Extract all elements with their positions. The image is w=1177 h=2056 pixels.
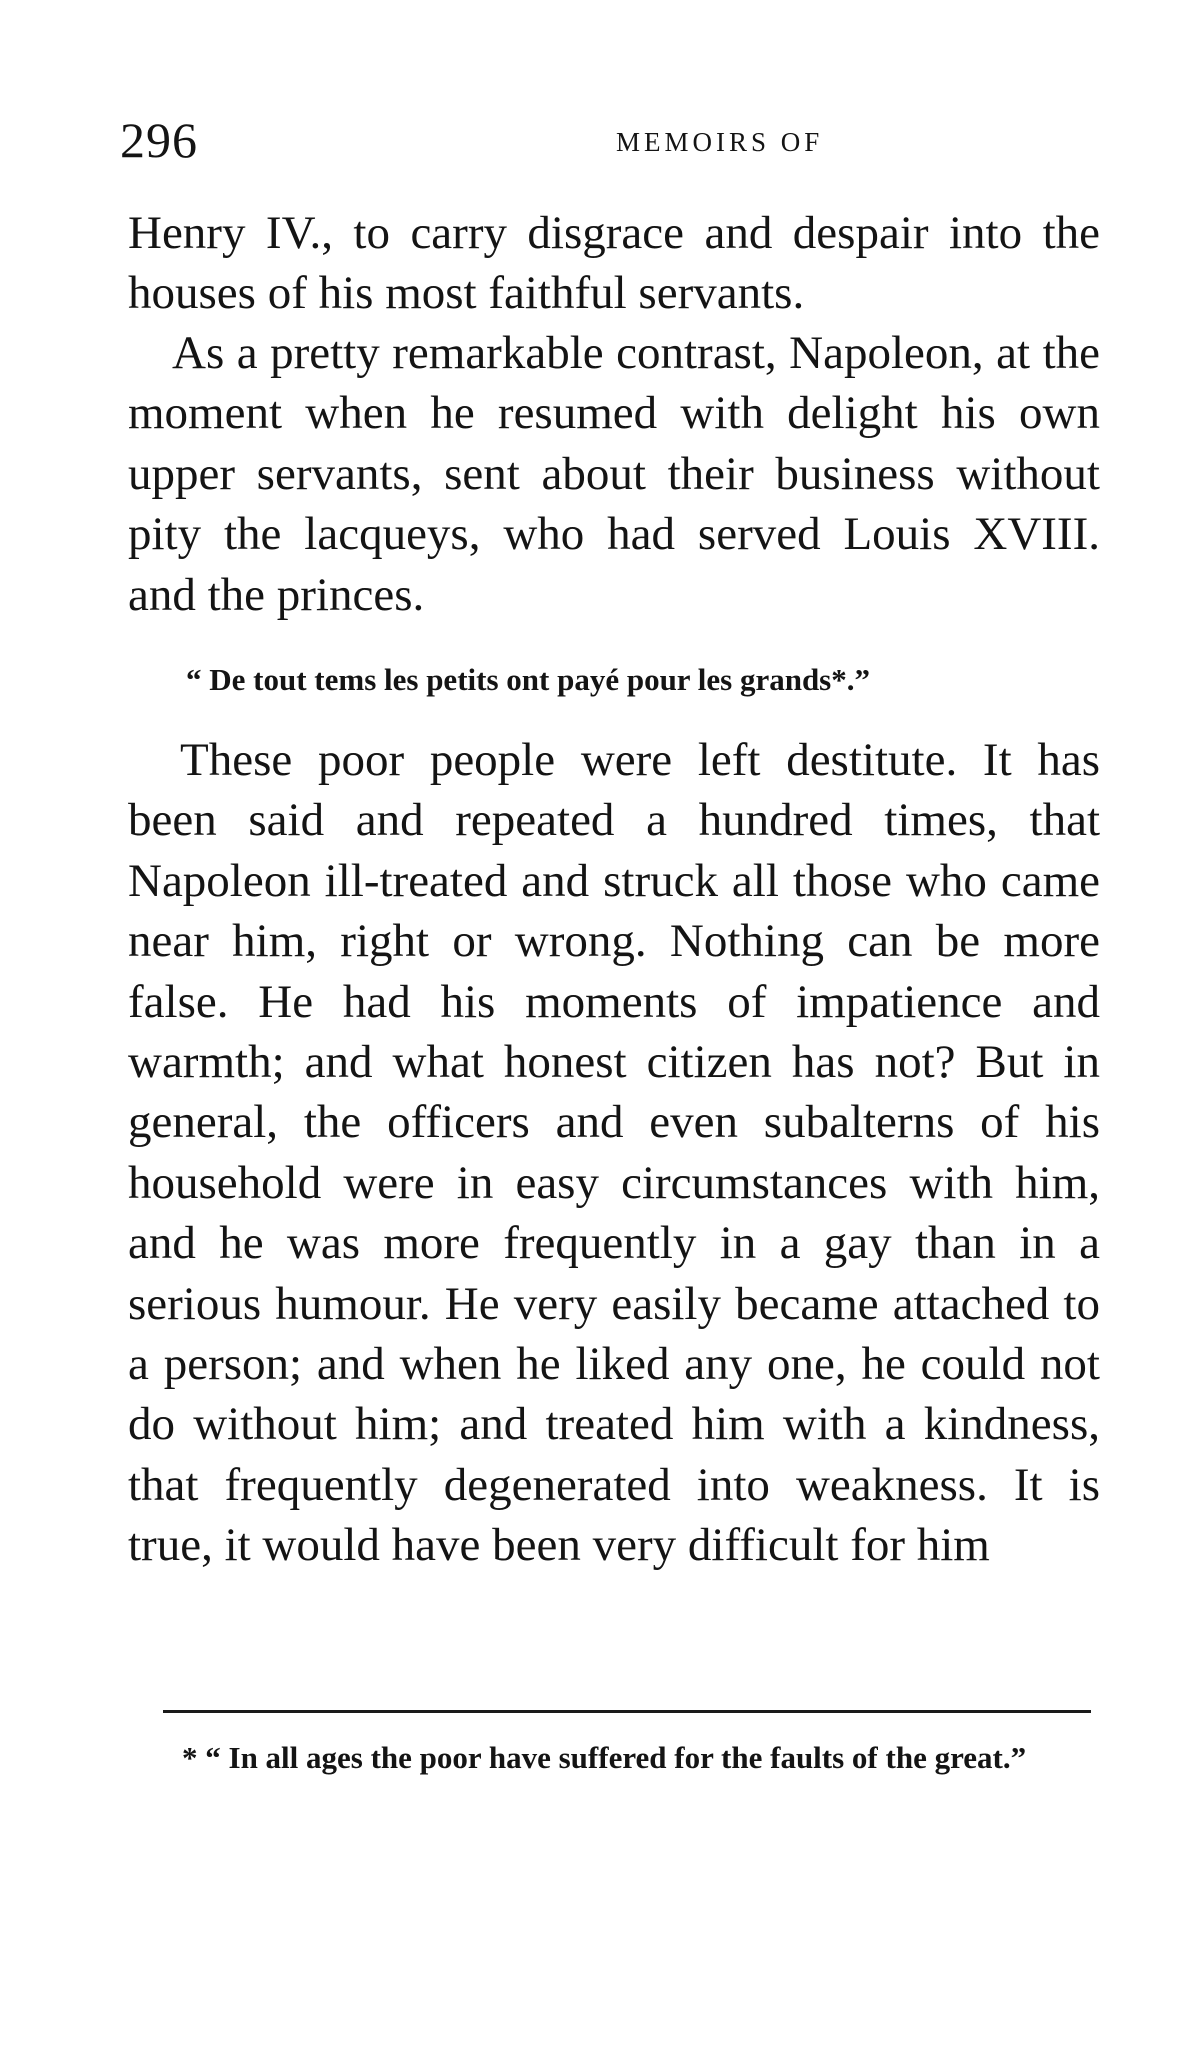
page-number: 296 [120, 112, 198, 168]
french-quotation: “ De tout tems les petits ont payé pour les grands*.” [186, 662, 870, 697]
running-head: MEMOIRS OF [616, 127, 824, 157]
paragraph-contrast: As a pretty remarkable contrast, Napoleon, at the moment when he resumed with delight his own upper servants, sent about their business without pity the lacqueys, who had served Louis XVIII. and the princes. [128, 327, 1100, 621]
page-header [120, 112, 1120, 172]
paragraph-destitute: These poor people were left destitute. It has been said and repeated a hundred times, that Napoleon ill-treated and struck all those who came near him, right or wrong. Nothing can be more false. He had his moments of impatience and warmth; and what honest citizen has not? But in general, the officers and even subalterns of his household were in easy circumstances with him, and he was more frequently in a gay than in a serious humour. He very easily became attached to a person; and when he liked any one, he could not do without him; and treated him with a kindness, that frequently degenerated into weakness. It is true, it would have been very difficult for him [128, 734, 1100, 1572]
paragraph-continuation: Henry IV., to carry disgrace and despair into the houses of his most faithful servants. [128, 207, 1100, 320]
footnote: * “ In all ages the poor have suffered for the faults of the great.” [182, 1740, 1027, 1775]
footnote-divider [163, 1710, 1091, 1713]
